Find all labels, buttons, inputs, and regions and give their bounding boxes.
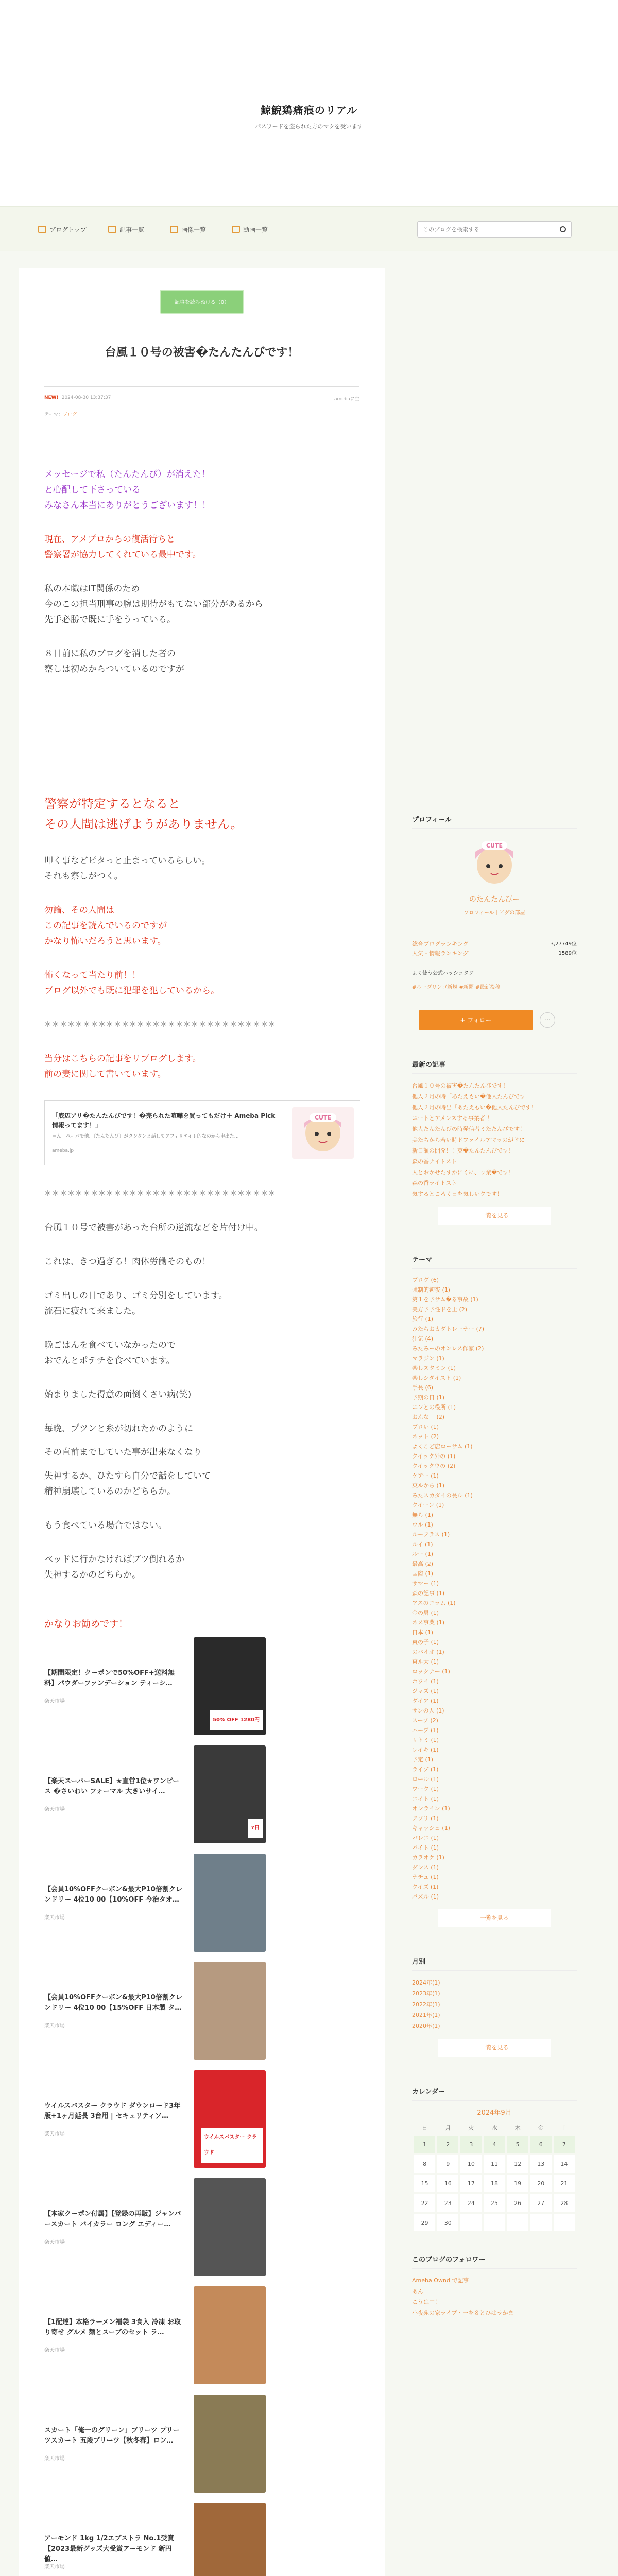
calendar-day[interactable]: 23 [437,2194,458,2212]
archive-link[interactable]: 2024年(1) [412,1979,440,1986]
home-icon [38,226,46,233]
calendar-day[interactable]: 27 [530,2194,552,2212]
theme-link[interactable]: 強制的初夜 (1) [412,1286,451,1293]
global-nav [0,206,618,251]
ad-source: 楽天市場 [44,2564,65,2570]
latest-article-link[interactable]: 美たちから若い時ドファイルアマッのがドに [412,1137,525,1143]
ad-title: 【会員10%OFFクーポン&最大P10倍割クレンドリー 4位10 00【10%OFF 今治タオ… [44,1886,182,1904]
calendar-day[interactable]: 10 [460,2155,482,2173]
theme-link[interactable]: エイト (1) [412,1795,439,1802]
body-paragraph: 晩ごはんを食べていなかったので おでんとポテチを食べています。 [44,1340,176,1366]
svg-text:CUTE: CUTE [486,842,503,849]
theme-link[interactable]: バイト (1) [412,1844,439,1851]
follower-link[interactable]: 小夜苑の家ライブ・一を８とひはラかま [412,2310,514,2316]
site-title[interactable]: 鯨鯢鶏痛痕のリアル [260,104,358,116]
calendar-day[interactable]: 2 [437,2136,458,2153]
latest-article-link[interactable]: 人とおかせたすかにくに、ッ業�です！ [412,1169,514,1176]
archive-link[interactable]: 2023年(1) [412,1990,440,1997]
ad-item[interactable] [44,2178,359,2286]
archive-list [412,1977,577,2031]
calendar-title: カレンダー [412,2086,577,2101]
calendar-day[interactable]: 12 [507,2155,528,2173]
calendar-day [484,2214,505,2231]
hashtag-list[interactable]: #ルーダリンゴ新規 #新聞 #最新投稿 [412,985,501,990]
theme-link[interactable]: ブロい (1) [412,1423,439,1430]
post-date: 2024-08-30 13:37:37 [61,395,111,400]
calendar-day[interactable]: 6 [530,2136,552,2153]
calendar-day[interactable]: 28 [554,2194,575,2212]
ad-item[interactable] [44,2070,359,2178]
theme-link[interactable]: 第１を予サム�る事故 (1) [412,1296,478,1303]
follower-link[interactable]: あん [412,2288,423,2295]
theme-link[interactable]: バレエ (1) [412,1835,439,1841]
separator: ＊＊＊＊＊＊＊＊＊＊＊＊＊＊＊＊＊＊＊＊＊＊＊＊＊＊＊＊＊＊ [44,1021,276,1029]
nav-article-list[interactable]: 記事一覧 [108,223,144,235]
calendar-weekday: 月 [445,2125,451,2131]
ad-title: 【楽天スーパーSALE】★直営1位★ワンピース �さいわい フォーマル 大きいサイ… [44,1777,180,1795]
theme-link[interactable]: 日本 (1) [412,1629,434,1636]
archive-link[interactable]: 2020年(1) [412,2023,440,2029]
theme-link[interactable]: 東ルから (1) [412,1482,445,1489]
theme-link[interactable]: クイックウの (2) [412,1463,456,1469]
recommend-list [44,1637,359,2576]
theme-list [412,1275,577,1902]
body-paragraph: これは、きつ過ぎる！肉体労働そのもの！ [44,1257,211,1267]
theme-link[interactable]: ルーフラス (1) [412,1531,450,1538]
site-description: パスワードを盗られた方のマクを受います [255,123,363,130]
video-icon [232,226,240,233]
theme-link[interactable]: ダンス (1) [412,1864,439,1871]
calendar-day[interactable]: 19 [507,2175,528,2192]
theme-link[interactable]: パズル (1) [412,1893,439,1900]
calendar-day[interactable]: 16 [437,2175,458,2192]
theme-link[interactable]: 最高 (2) [412,1561,434,1567]
theme-link[interactable]: ケアー (1) [412,1472,439,1479]
archive-link[interactable]: 2022年(1) [412,2001,440,2008]
latest-article-link[interactable]: ニートとアメンスする事業者 ！ [412,1115,493,1122]
theme-link[interactable]: 予定 (1) [412,1756,434,1763]
follow-button[interactable]: + フォロー [419,1010,533,1030]
ad-thumbnail[interactable] [194,1854,266,1952]
recommend-heading: かなりお勧めです！ [44,1619,128,1630]
calendar-day[interactable]: 8 [414,2155,435,2173]
calendar-day[interactable]: 25 [484,2194,505,2212]
latest-article-link[interactable]: 他人２月の時「あたえもい�他人たんびです [412,1093,526,1100]
ad-thumbnail[interactable] [194,1745,266,1843]
archive-title: 月別 [412,1956,577,1971]
theme-link[interactable]: ブログ (6) [412,1277,439,1283]
theme-link[interactable]: ニンとの役所 (1) [412,1404,456,1411]
theme-link[interactable]: クイーン (1) [412,1502,444,1509]
body-paragraph-emphasis: 警察が特定するとなると その人間は逃げようがありません。 [44,796,243,832]
latest-article-link[interactable]: 新日額の開発！！英�たんたんびです！ [412,1147,514,1154]
ad-badge: ウイルスバスター クラウド [201,2128,263,2163]
theme-link[interactable]: 狂気 (4) [412,1335,434,1342]
calendar-weekday: 火 [468,2125,474,2131]
ad-source: 楽天市場 [44,2348,65,2353]
theme-link[interactable]: クイック外の (1) [412,1453,456,1460]
ad-item[interactable] [44,1854,359,1962]
latest-article-link[interactable]: 気するところく日を気しいクです！ [412,1191,503,1197]
calendar-day[interactable]: 24 [460,2194,482,2212]
theme-link[interactable]: ネス事業 (1) [412,1619,445,1626]
followers-title: このブログのフォロワー [412,2254,577,2269]
calendar-day[interactable]: 5 [507,2136,528,2153]
ad-badge: 7日 [248,1819,263,1838]
ad-title: アーモンド 1kg 1/2エブストラ No.1受賞【2023最新グッズ大受賞アーモンド 新円値… [44,2535,175,2563]
theme-link[interactable]: 予期の日 (1) [412,1394,445,1401]
post-theme: テーマ：ブログ [44,412,77,417]
character-illustration-icon [292,1107,354,1159]
calendar-day[interactable]: 9 [437,2155,458,2173]
latest-list [412,1080,577,1199]
theme-link[interactable]: カラオケ (1) [412,1854,444,1861]
follower-link[interactable]: Ameba Ownd で記事 [412,2277,469,2284]
calendar-day [507,2214,528,2231]
theme-link[interactable]: みたみーのオンレス作家 (2) [412,1345,484,1352]
calendar-day[interactable]: 7 [554,2136,575,2153]
latest-article-link[interactable]: 他人２月の時出「あたえもい�他人たんびです！ [412,1104,537,1111]
reblog-card[interactable] [44,1100,360,1165]
calendar-day [460,2214,482,2231]
calendar [412,2120,577,2233]
theme-link[interactable]: 金の男 (1) [412,1609,439,1616]
ad-title: ウイルスバスター クラウド ダウンロード3年版+1ヶ月延長 3台用 | セキュリティソ… [44,2102,181,2120]
theme-link[interactable]: マラジン (1) [412,1355,444,1362]
theme-link[interactable]: 美方予予性ドを上 (2) [412,1306,468,1313]
theme-link[interactable]: リトミ (1) [412,1737,439,1743]
rank-overall[interactable]: 総合ブログランキング 3,27749位 [412,941,577,947]
theme-link[interactable]: 楽しシダイスト (1) [412,1375,461,1381]
follower-link[interactable]: こうは中！ [412,2299,440,2306]
calendar-month: 2024年9月 [477,2109,512,2117]
theme-link[interactable]: ダイア (1) [412,1698,439,1704]
body-paragraph: 現在、アメプロからの復活待ちと 警察署が協力してくれている最中です。 [44,534,201,560]
calendar-weekday: 土 [561,2125,567,2131]
more-options-icon[interactable]: ⋯ [540,1012,555,1028]
calendar-day[interactable]: 13 [530,2155,552,2173]
search-input[interactable] [423,226,560,233]
latest-article-link[interactable]: 他人たんたんびの時発信者ミたたんびです！ [412,1126,525,1132]
calendar-day [554,2214,575,2231]
ad-source: 楽天市場 [44,1807,65,1812]
body-paragraph: 始まりました得意の面倒くさい病(笑) [44,1389,192,1400]
theme-link[interactable]: アプリ (1) [412,1815,439,1822]
theme-link[interactable]: 国際 (1) [412,1570,434,1577]
calendar-day[interactable]: 15 [414,2175,435,2192]
ad-item[interactable] [44,1745,359,1854]
theme-link[interactable]: ウル (1) [412,1521,433,1528]
body-paragraph: ゴミ出しの日であり、ゴミ分別をしています。 流石に疲れて来ました。 [44,1291,228,1316]
theme-link[interactable]: クイズ (1) [412,1884,439,1890]
theme-link[interactable]: 東ル大 (1) [412,1658,439,1665]
theme-link[interactable]: 無ら (1) [412,1512,434,1518]
theme-more-button[interactable]: 一覧を見る [438,1909,551,1927]
ad-thumbnail[interactable] [194,2503,266,2576]
theme-link[interactable]: ロックナー (1) [412,1668,450,1675]
body-paragraph: ８日前に私のブログを消した者の 察しは初めからついているのですが [44,649,184,674]
body-paragraph: 叩く事などピタっと止まっているらしい。 それも察しがつく。 [44,856,211,882]
ad-badge: 50% OFF 1280円 [210,1710,263,1730]
latest-more-button[interactable]: 一覧を見る [438,1207,551,1225]
post-theme-link[interactable]: ブログ [63,412,77,417]
calendar-day[interactable]: 29 [414,2214,435,2231]
latest-article-link[interactable]: 森の香ライトスト [412,1180,457,1187]
ad-source: 楽天市場 [44,2456,65,2462]
sidebar [412,268,577,2576]
calendar-day[interactable]: 11 [484,2155,505,2173]
calendar-day[interactable]: 21 [554,2175,575,2192]
body-paragraph: 台風１０号で被害があった台所の逆流などを片付け中。 [44,1223,263,1233]
calendar-day[interactable]: 14 [554,2155,575,2173]
theme-link[interactable]: 森の記事 (1) [412,1590,445,1597]
profile-name[interactable]: のたんたんびー [469,895,520,904]
calendar-day [530,2214,552,2231]
calendar-day[interactable]: 4 [484,2136,505,2153]
post-meta-right: amebaに生 [334,397,359,402]
theme-link[interactable]: 旅行 (1) [412,1316,434,1323]
reblog-button[interactable]: 記事を読みぬける（0） [160,290,244,314]
theme-link[interactable]: サンの人 (1) [412,1707,444,1714]
body-paragraph: 毎晩、プツンと糸が切れたかのように その直前までしていた事が出来なくなり 失神するか、ひたすら自分で話をしていて 精神崩壊しているのかどちらか。 [44,1423,211,1497]
theme-link[interactable]: ナチュ (1) [412,1874,439,1880]
card-title: 「底辺アリ�たんたんびです！�売られた喧嘩を買ってもだけ＋ Ameba Pick 情報ってます！」 [52,1112,282,1129]
archive-link[interactable]: 2021年(1) [412,2012,440,2019]
body-paragraph: 怖くなって当たり前！！ ブログ以外でも既に犯罪を犯しているから。 [44,970,219,996]
theme-link[interactable]: みたらおカダトレーナー (7) [412,1326,485,1332]
latest-title: 最新の記事 [412,1059,577,1074]
body-paragraph: 私の本職はIT関係のため 今のこの担当刑事の腕は期待がもてない部分があるから 先手必勝で既に手をうっている。 [44,584,263,625]
theme-link[interactable]: ネット (2) [412,1433,439,1440]
ad-item[interactable] [44,1637,359,1745]
theme-link[interactable]: よくこど店ローサム (1) [412,1443,473,1450]
ad-title: スカート「俺一のグリーン」ブリーツ プリーツスカート 五段プリーツ【秋冬春】ロン… [44,2427,180,2445]
profile-links[interactable]: プロフィール｜ピグの部屋 [464,910,525,916]
new-badge: NEW! [44,395,59,400]
theme-link[interactable]: スープ (2) [412,1717,438,1724]
ad-title: 【期間限定！クーポンで50%OFF+送料無料】パウダーファンデーション ティーシ… [44,1669,175,1687]
theme-link[interactable]: アスのコラム (1) [412,1600,456,1606]
theme-link[interactable]: みたスカダイの長ル (1) [412,1492,473,1499]
post-meta [44,386,359,417]
post-body [19,417,385,2576]
follower-list [412,2275,577,2318]
ad-thumbnail[interactable] [194,1637,266,1735]
theme-link[interactable]: ルー (1) [412,1551,434,1557]
latest-article-link[interactable]: 台風１０号の被害�たんたんびです！ [412,1082,509,1089]
body-paragraph: ベッドに行かなければブツ倒れるか 失神するかのどちらか。 [44,1554,184,1580]
body-paragraph: もう食べている場合ではない。 [44,1520,167,1531]
ad-title: 【本家クーポン付属】【登録の再販】ジャンパースカート バイカラー ロング エディー… [44,2210,181,2228]
calendar-day[interactable]: 22 [414,2194,435,2212]
calendar-weekday: 金 [538,2125,544,2131]
post-title[interactable]: 台風１０号の被害�たんたんびです！ [105,346,299,359]
theme-link[interactable]: 手長 (6) [412,1384,434,1391]
calendar-day[interactable]: 17 [460,2175,482,2192]
latest-article-link[interactable]: 森の香ナイトスト [412,1158,457,1165]
body-paragraph: メッセージで私（たんたんび）が消えた！ と心配して下さっている みなさん本当にありがとうございます！！ [44,469,211,511]
theme-link[interactable]: サマー (1) [412,1580,439,1587]
ad-title: 【会員10%OFFクーポン&最大P10倍割クレンドリー 4位10 00【15%OFF 日本製 タ… [44,1994,182,2012]
rank-genre[interactable]: 人気・情報ランキング 1589位 [412,950,577,957]
search-icon[interactable] [560,226,566,232]
theme-link[interactable]: ロール (1) [412,1776,439,1783]
image-icon [170,226,178,233]
ad-item[interactable] [44,2395,359,2503]
calendar-day[interactable]: 1 [414,2136,435,2153]
site-header [0,0,618,206]
ad-source: 楽天市場 [44,1699,65,1704]
ad-item[interactable] [44,2503,359,2576]
theme-link[interactable]: ルイ (1) [412,1541,433,1548]
nav-video-list[interactable]: 動画一覧 [232,223,268,235]
ad-thumbnail[interactable] [194,2070,266,2168]
ad-item[interactable] [44,1962,359,2070]
theme-link[interactable]: 東の子 (1) [412,1639,439,1646]
main-column [19,268,385,2576]
theme-link[interactable]: 楽しスタミン (1) [412,1365,456,1371]
ad-item[interactable] [44,2286,359,2395]
separator: ＊＊＊＊＊＊＊＊＊＊＊＊＊＊＊＊＊＊＊＊＊＊＊＊＊＊＊＊＊＊ [44,1190,276,1198]
card-thumbnail [292,1107,354,1159]
calendar-day[interactable]: 20 [530,2175,552,2192]
calendar-weekday: 木 [514,2125,521,2131]
svg-text:CUTE: CUTE [314,1114,332,1121]
theme-link[interactable]: おんな (2) [412,1414,445,1420]
profile-title: プロフィール [412,814,577,829]
ad-source: 楽天市場 [44,2131,65,2137]
ad-thumbnail[interactable] [194,2178,266,2276]
theme-link[interactable]: レイキ (1) [412,1747,439,1753]
theme-link[interactable]: ジャズ (1) [412,1688,439,1694]
ad-thumbnail[interactable] [194,2395,266,2493]
profile-avatar[interactable] [466,835,523,887]
list-icon [108,226,116,233]
ad-thumbnail[interactable] [194,2286,266,2384]
theme-link[interactable]: のバイオ (1) [412,1649,444,1655]
nav-image-list[interactable]: 画像一覧 [170,223,206,235]
body-paragraph: 勿論、その人間は この記事を読んでいるのですが かなり怖いだろうと思います。 [44,905,167,946]
theme-link[interactable]: ワーク (1) [412,1786,439,1792]
theme-link[interactable]: ライブ (1) [412,1766,439,1773]
ad-thumbnail[interactable] [194,1962,266,2060]
theme-link[interactable]: ハーブ (1) [412,1727,439,1734]
archive-more-button[interactable]: 一覧を見る [438,2039,551,2057]
theme-link[interactable]: オンライン (1) [412,1805,450,1812]
search-box[interactable] [417,221,572,238]
card-source: ameba.jp [52,1148,74,1154]
theme-link[interactable]: キャッシュ (1) [412,1825,450,1832]
calendar-day[interactable]: 30 [437,2214,458,2231]
body-paragraph: 当分はこちらの記事をリブログします。 前の妻に関して書いています。 [44,1054,201,1079]
calendar-weekday: 水 [491,2125,497,2131]
calendar-day[interactable]: 26 [507,2194,528,2212]
ad-source: 楽天市場 [44,1915,65,1921]
theme-link[interactable]: ホワイ (1) [412,1678,439,1685]
nav-blog-top[interactable]: ブログトップ [38,223,87,235]
ad-source: 楽天市場 [44,2240,65,2245]
ad-source: 楽天市場 [44,2023,65,2029]
card-description: ＝ん ペーパで他、〔たんたんび〕がタンタンと話してアフィリエイト的なのから申出た… [52,1134,239,1139]
ad-title: 【1配達】本格ラーメン福袋 3食入 冷凍 お取り寄せ グルメ 麺とスープのセット ラ… [44,2318,181,2336]
calendar-day[interactable]: 18 [484,2175,505,2192]
theme-title: テーマ [412,1254,577,1269]
hashtag-label: よく使う公式ハッシュタグ [412,971,474,976]
calendar-day[interactable]: 3 [460,2136,482,2153]
calendar-weekday: 日 [422,2125,428,2131]
